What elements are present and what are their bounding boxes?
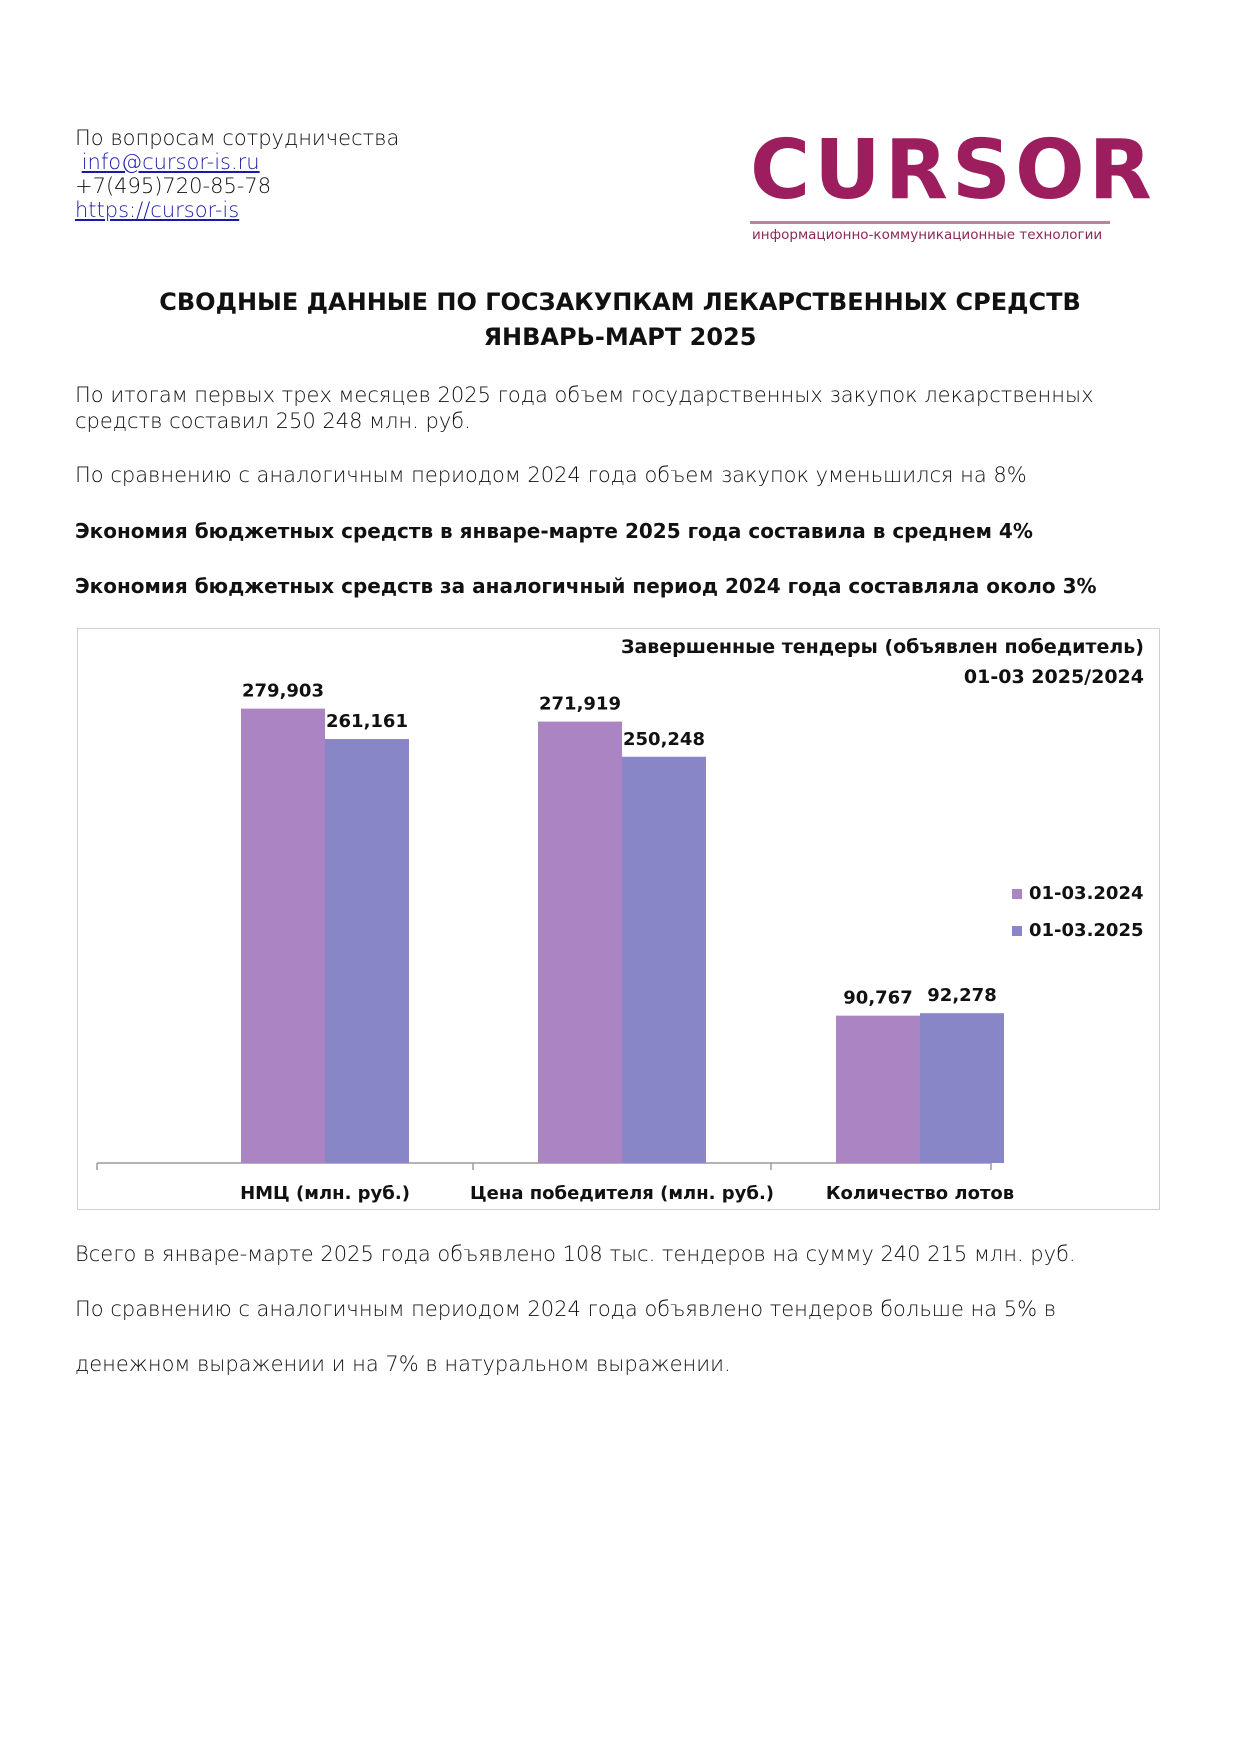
bar-value-label: 271,919 bbox=[539, 693, 621, 715]
bar-value-label: 261,161 bbox=[326, 711, 408, 733]
logo-divider bbox=[750, 221, 1110, 224]
bar-2024 bbox=[836, 1016, 920, 1163]
summary-paragraph-savings-2025: Экономия бюджетных средств в январе-марте 2025 года составила в среднем 4% bbox=[75, 519, 1033, 543]
contact-block bbox=[75, 126, 399, 222]
cursor-logo bbox=[750, 123, 1156, 250]
legend-label: 01-03.2024 bbox=[1029, 883, 1144, 904]
bar-2024 bbox=[538, 722, 622, 1163]
bar-2025 bbox=[325, 739, 409, 1163]
legend-label: 01-03.2025 bbox=[1029, 920, 1144, 941]
phone-number: +7(495)720-85-78 bbox=[75, 174, 272, 198]
summary-paragraph-comparison: По сравнению с аналогичным периодом 2024 года объем закупок уменьшился на 8% bbox=[75, 463, 1027, 487]
tenders-bar-chart bbox=[77, 628, 1160, 1210]
bar-value-label: 250,248 bbox=[623, 728, 705, 750]
chart-title: Завершенные тендеры (объявлен победитель) bbox=[620, 636, 1144, 658]
bar-2025 bbox=[920, 1013, 1004, 1163]
bar-value-label: 90,767 bbox=[843, 987, 913, 1009]
bar-2025 bbox=[622, 757, 706, 1163]
bar-value-label: 92,278 bbox=[927, 985, 997, 1007]
page-title-line-2: ЯНВАРЬ-МАРТ 2025 bbox=[483, 323, 757, 351]
x-tick-label: Количество лотов bbox=[825, 1183, 1015, 1204]
email-link[interactable]: info@cursor-is.ru bbox=[81, 150, 260, 174]
summary-paragraph-tenders-growth-cont: денежном выражении и на 7% в натуральном выражении. bbox=[75, 1352, 731, 1376]
legend-swatch bbox=[1012, 926, 1022, 936]
contact-intro: По вопросам сотрудничества bbox=[75, 126, 400, 150]
summary-paragraph-tenders: Всего в январе-марте 2025 года объявлено 108 тыс. тендеров на сумму 240 215 млн. руб. bbox=[75, 1242, 1076, 1266]
logo-wordmark: CURSOR bbox=[750, 123, 1156, 218]
summary-paragraph-savings-2024: Экономия бюджетных средств за аналогичный период 2024 года составляла около 3% bbox=[75, 574, 1097, 598]
logo-tagline: информационно-коммуникационные технологии bbox=[752, 227, 1103, 243]
page-title-line-1: СВОДНЫЕ ДАННЫЕ ПО ГОСЗАКУПКАМ ЛЕКАРСТВЕННЫХ СРЕДСТВ bbox=[159, 288, 1081, 316]
chart-subtitle: 01-03 2025/2024 bbox=[963, 666, 1144, 688]
bar-value-label: 279,903 bbox=[242, 680, 324, 702]
summary-paragraph-volume: По итогам первых трех месяцев 2025 года объем государственных закупок лекарственных средств составил 250 248 млн. руб. bbox=[75, 383, 1094, 433]
x-tick-label: Цена победителя (млн. руб.) bbox=[469, 1183, 775, 1204]
summary-paragraph-tenders-growth: По сравнению с аналогичным периодом 2024 года объявлено тендеров больше на 5% в bbox=[75, 1297, 1057, 1321]
legend-swatch bbox=[1012, 889, 1022, 899]
x-tick-label: НМЦ (млн. руб.) bbox=[240, 1183, 410, 1204]
website-link[interactable]: https://cursor-is bbox=[75, 198, 240, 222]
bar-2024 bbox=[241, 709, 325, 1163]
